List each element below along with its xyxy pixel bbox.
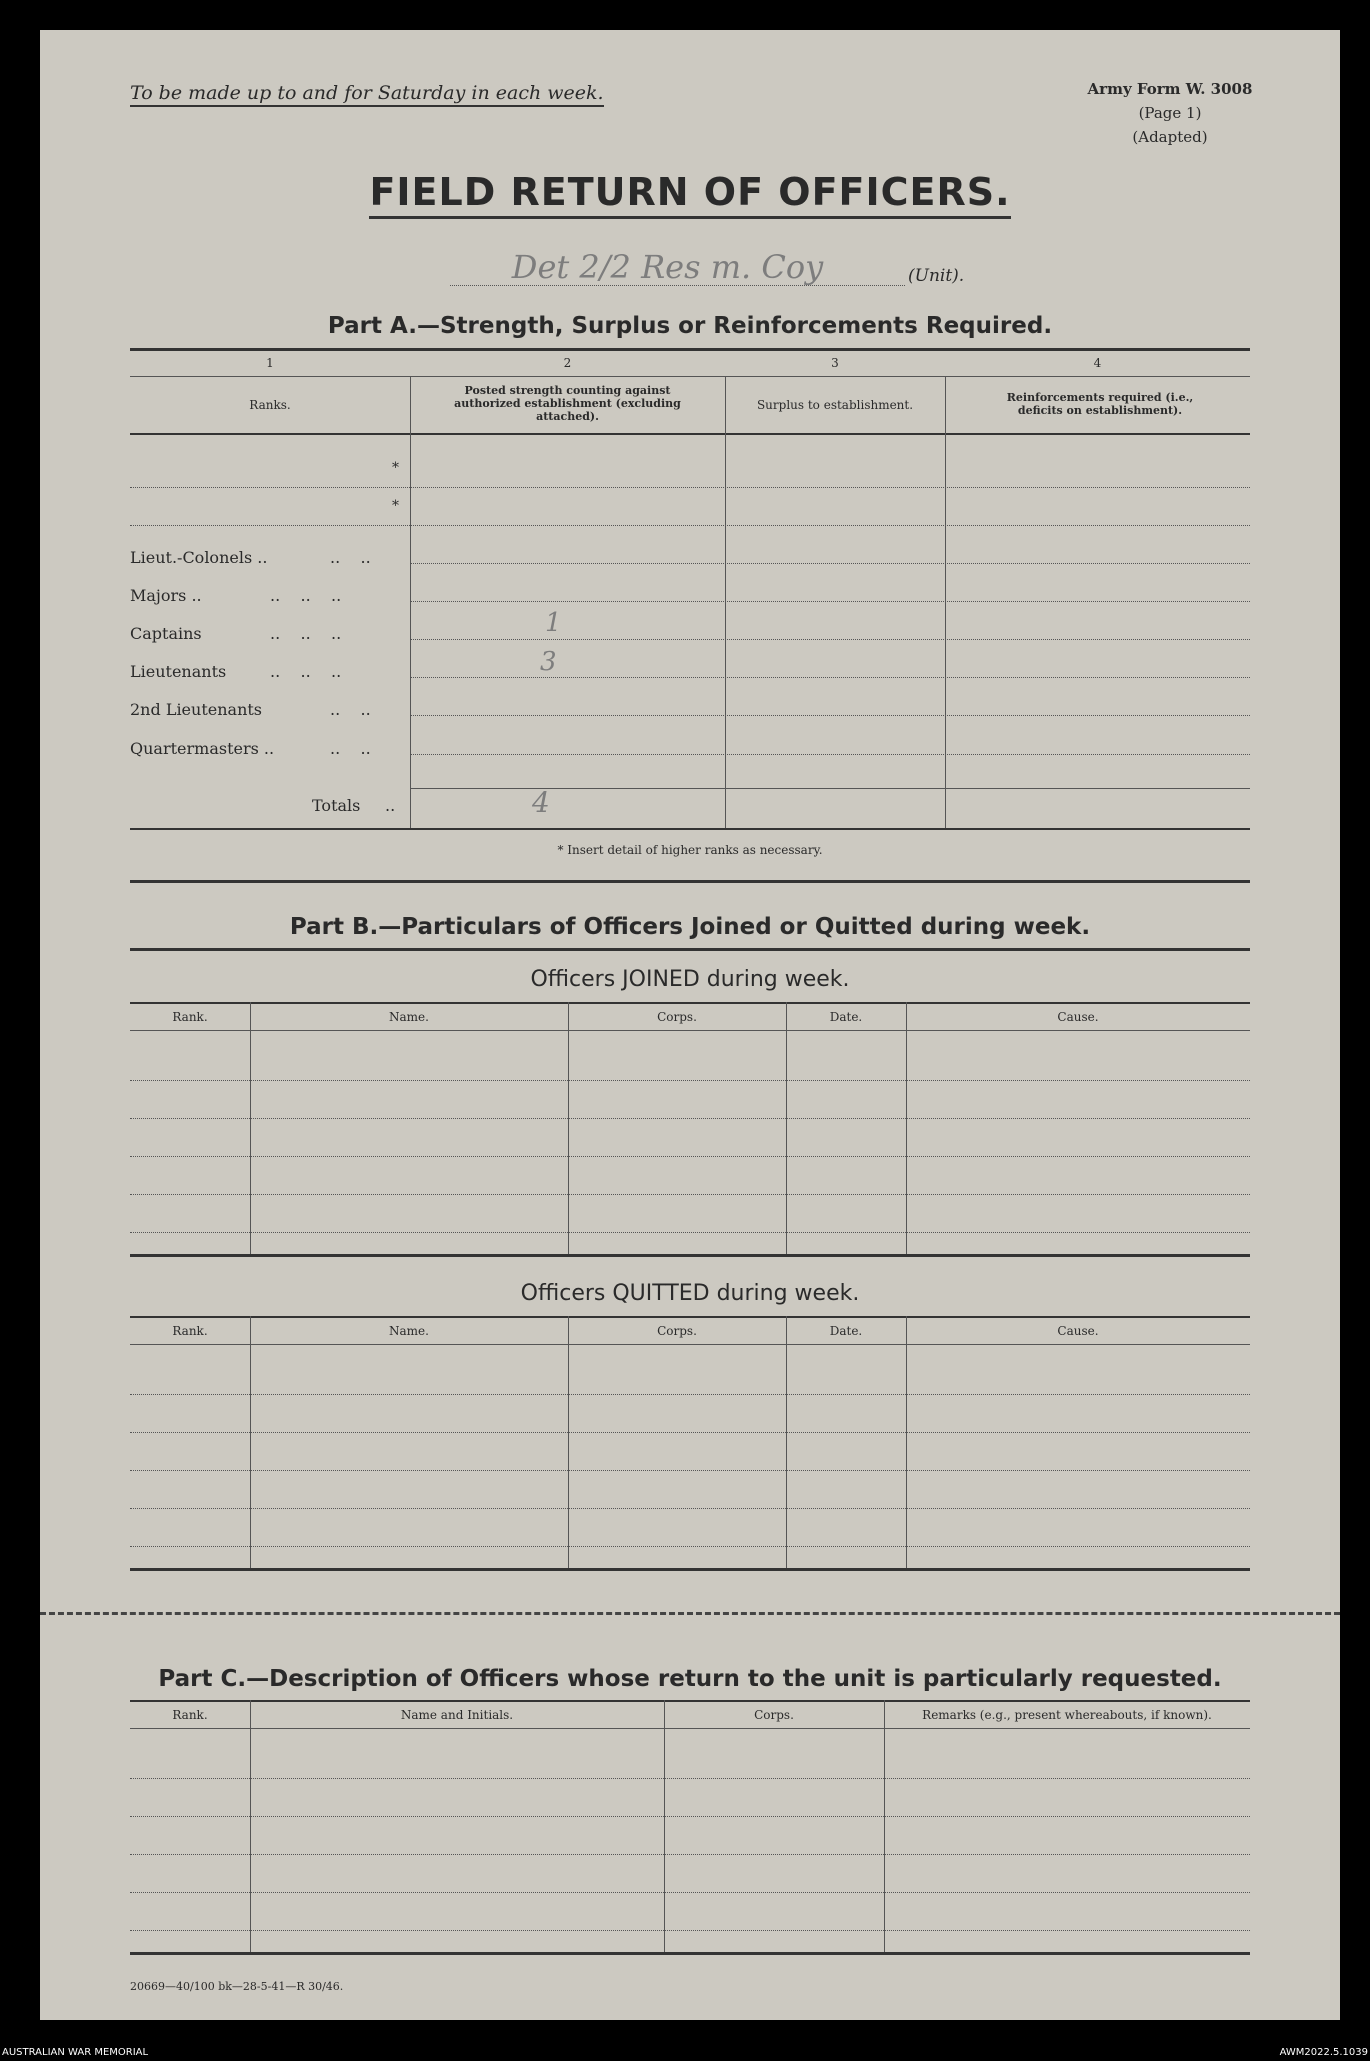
joined-top-rule (130, 1002, 1250, 1004)
quitted-vline (786, 1316, 787, 1568)
part-b-heading: Part B.—Particulars of Officers Joined or Quitted during week. (289, 914, 1091, 940)
quitted-vline (568, 1316, 569, 1568)
rank-label-captains: Captains (130, 624, 202, 643)
row-line (130, 1854, 1250, 1855)
row-line (130, 1816, 1250, 1817)
star-row-1-marker: * (392, 460, 399, 476)
joined-vline (250, 1002, 251, 1254)
form-sheet (40, 30, 1340, 2020)
row-line (130, 1080, 1250, 1081)
row-line (130, 1194, 1250, 1195)
col-num-2: 2 (563, 356, 572, 370)
part-a-footnote: * Insert detail of higher ranks as necessary. (557, 843, 823, 857)
part-c-vline (250, 1700, 251, 1952)
row-line (410, 715, 1250, 716)
rank-label-quartermasters: Quartermasters .. (130, 739, 275, 758)
quitted-vline (906, 1316, 907, 1568)
col-num-1: 1 (266, 356, 274, 370)
totals-dots: .. (385, 796, 396, 815)
page-title: FIELD RETURN OF OFFICERS. (369, 170, 1010, 219)
row-line (130, 1432, 1250, 1433)
part-c-bottom-rule (130, 1952, 1250, 1955)
form-page: (Page 1) (1138, 104, 1202, 122)
part-c-col-corps: Corps. (754, 1708, 794, 1722)
print-code: 20669—40/100 bk—28-5-41—R 30/46. (130, 1980, 344, 1993)
part-a-vline-3 (945, 376, 946, 828)
instruction-text: To be made up to and for Saturday in each week. (130, 82, 604, 107)
row-line (410, 677, 1250, 678)
row-line (130, 1508, 1250, 1509)
part-a-num-rule (130, 376, 1250, 377)
part-a-vline-1 (410, 376, 411, 828)
posted-lieutenants: 3 (540, 647, 557, 677)
part-c-vline (664, 1700, 665, 1952)
joined-col-name: Name. (389, 1010, 429, 1024)
rank-dots: .. .. .. (270, 662, 342, 681)
joined-col-rank: Rank. (172, 1010, 208, 1024)
quitted-col-name: Name. (389, 1324, 429, 1338)
row-line (130, 1394, 1250, 1395)
joined-col-cause: Cause. (1057, 1010, 1099, 1024)
col-header-posted: Posted strength counting against authorized establishment (excluding attached). (454, 384, 681, 423)
quitted-col-cause: Cause. (1057, 1324, 1099, 1338)
footer-institution: AUSTRALIAN WAR MEMORIAL (2, 2047, 149, 2058)
quitted-col-date: Date. (829, 1324, 863, 1338)
row-line (130, 1778, 1250, 1779)
unit-label: (Unit). (908, 266, 965, 286)
row-line (130, 1118, 1250, 1119)
rank-dots: .. .. .. (270, 586, 342, 605)
row-line (130, 525, 1250, 526)
col-header-surplus: Surplus to establishment. (756, 398, 914, 412)
part-b-top-rule (130, 948, 1250, 951)
joined-vline (568, 1002, 569, 1254)
part-a-heading: Part A.—Strength, Surplus or Reinforcements Required. (327, 313, 1053, 339)
rank-label-majors: Majors .. (130, 586, 202, 605)
unit-handwritten: Det 2/2 Res m. Coy (511, 248, 824, 286)
part-a-section-end-rule (130, 880, 1250, 883)
quitted-top-rule (130, 1316, 1250, 1318)
row-line (410, 639, 1250, 640)
rank-dots: .. .. (330, 700, 371, 719)
row-line (410, 754, 1250, 755)
row-line (410, 563, 1250, 564)
rank-label-lieutenants: Lieutenants (130, 662, 227, 681)
posted-captains: 1 (545, 608, 562, 638)
part-a-header-rule (130, 433, 1250, 435)
part-c-header-rule (130, 1728, 1250, 1729)
joined-col-date: Date. (829, 1010, 863, 1024)
rank-dots: .. .. .. (270, 624, 342, 643)
part-c-col-name: Name and Initials. (400, 1708, 514, 1722)
joined-bottom-rule (130, 1254, 1250, 1257)
star-row-2-marker: * (392, 498, 399, 514)
quitted-heading: Officers QUITTED during week. (520, 1281, 860, 1306)
joined-header-rule (130, 1030, 1250, 1031)
rank-label-2nd-lieutenants: 2nd Lieutenants (130, 700, 263, 719)
part-c-col-rank: Rank. (172, 1708, 208, 1722)
title-wrap (40, 170, 1340, 214)
rank-label-lt-col: Lieut.-Colonels .. (130, 548, 268, 567)
unit-line (450, 285, 905, 286)
joined-heading: Officers JOINED during week. (530, 967, 850, 992)
row-line (130, 487, 1250, 488)
part-a-top-rule (130, 348, 1250, 351)
archive-footer (0, 2030, 1370, 2061)
row-line (130, 1546, 1250, 1547)
quitted-vline (250, 1316, 251, 1568)
quitted-col-rank: Rank. (172, 1324, 208, 1338)
part-c-heading: Part C.—Description of Officers whose return to the unit is particularly requested. (158, 1666, 1222, 1692)
col-num-3: 3 (831, 356, 839, 370)
part-c-col-remarks: Remarks (e.g., present whereabouts, if known). (922, 1708, 1212, 1722)
part-c-top-rule (130, 1700, 1250, 1702)
row-line (130, 1892, 1250, 1893)
col-header-ranks: Ranks. (249, 398, 291, 412)
part-c-vline (884, 1700, 885, 1952)
joined-col-corps: Corps. (657, 1010, 697, 1024)
row-line (130, 1232, 1250, 1233)
joined-vline (906, 1002, 907, 1254)
totals-posted: 4 (532, 786, 550, 819)
row-line (130, 1156, 1250, 1157)
col-num-4: 4 (1093, 356, 1102, 370)
part-a-bottom-rule (130, 828, 1250, 830)
totals-label: Totals (312, 796, 361, 815)
rank-dots: .. .. (330, 548, 371, 567)
col-header-reinforcements: Reinforcements required (i.e., deficits on establishment). (1006, 391, 1194, 417)
part-a-vline-2 (725, 376, 726, 828)
quitted-bottom-rule (130, 1568, 1250, 1571)
footer-accession: AWM2022.5.1039 (1279, 2047, 1368, 2058)
row-line (130, 1930, 1250, 1931)
perforation-line (40, 1612, 1340, 1615)
rank-dots: .. .. (330, 739, 371, 758)
quitted-header-rule (130, 1344, 1250, 1345)
row-line (130, 1470, 1250, 1471)
form-number: Army Form W. 3008 (1087, 80, 1253, 98)
joined-vline (786, 1002, 787, 1254)
form-adapted: (Adapted) (1132, 128, 1208, 146)
row-line (410, 601, 1250, 602)
quitted-col-corps: Corps. (657, 1324, 697, 1338)
